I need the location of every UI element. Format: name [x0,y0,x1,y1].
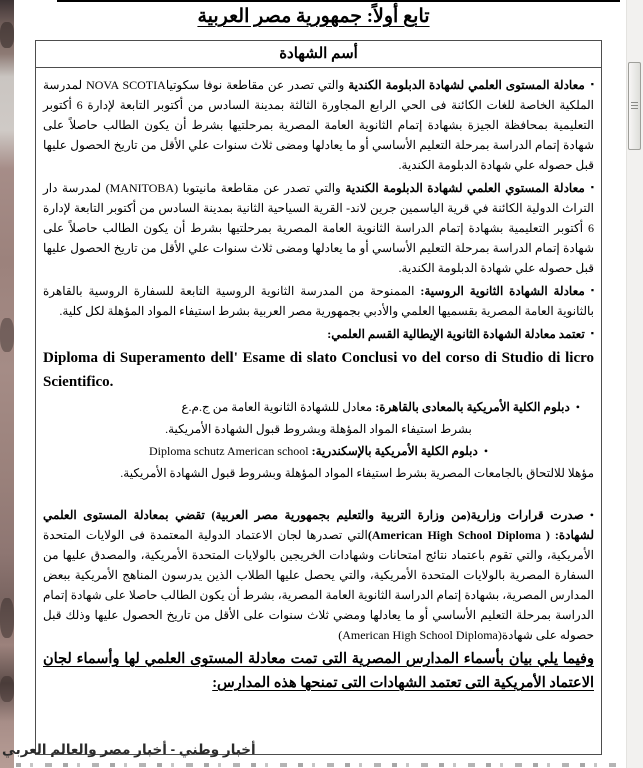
paragraph-american-college-maadi [43,397,594,417]
text-run: بشرط استيفاء المواد المؤهلة وبشروط قبول الشهادة الأمريكية. [165,422,472,436]
text-run: والتي تصدر عن مقاطعة مانيتوبا [178,181,341,195]
page-title: تابع أولاً: جمهورية مصر العربية [197,6,430,27]
text-run: معادل للشهادة الثانوية العامة من ج.م.ع [181,400,373,414]
vertical-scrollbar-track[interactable] [626,0,643,768]
text-run: معادلة المستوى العلمي لشهادة الدبلومة الكندية [344,78,585,92]
paragraph-italian-heading [43,323,594,344]
text-run: الممنوحة من المدرسة الثانوية الروسية التابعة للسفارة الروسية بالقاهرة بالثانوية العامة المصرية بقسميها العلمي والأدبي بجمهورية مصر العربية بشرط استيفاء المواد المؤهلة لكل كلية. [43,284,594,318]
paragraph-ministerial-decrees [43,505,594,645]
square-bullet-icon: ▪ [590,285,595,295]
paragraph-italian-diploma-name [43,346,594,394]
square-bullet-icon: ▪ [590,328,594,338]
text-run: صدرت قرارات وزارية(من وزارة التربية والتعليم بجمهورية مصر العربية) تقضي بمعادلة المستوى العلمي لشهادة: ( [43,508,595,542]
certificate-paragraphs [36,68,601,749]
text-run: Diploma schutz American school [148,444,309,458]
paragraph-alexandria-condition [43,463,594,483]
text-run: NOVA SCOTIA [86,78,166,92]
text-run: دبلوم الكلية الأمريكية بالإسكندرية: [308,444,478,458]
paragraph-american-college-alexandria [43,441,594,461]
text-run: لمدرسة دار التراث الدولية الكائنة في قرية الياسمين جرين لاند- القرية السياحية الثانية بمدينة السادس من أكتوبر التابعة لإدارة 6 أكتوبر التعليمية بشهادة إتمام الدراسة الثانوية العامة المصرية بمرحلتيها بشرط أن يكون الطالب حاصلاً على شهادة إتمام الدراسة بمرحلة التعليم الأساسي أو ما يعادلها ومضى ثلاث سنوات علي الأقل من تاريخ الحصول عليها قبل حصوله علي شهادة الدبلومة الكندية. [43,181,594,275]
round-bullet-icon: • [483,444,489,458]
scanned-paper-edge [0,0,14,768]
square-bullet-icon: ▪ [590,79,594,89]
site-watermark: أخبار وطني - أخبار مصر والعالم العربي [2,742,256,757]
top-rule [57,0,620,2]
square-bullet-icon: ▪ [590,182,594,192]
text-run: مؤهلا للالتحاق بالجامعات المصرية بشرط استيفاء المواد المؤهلة وبشروط قبول الشهادة الأمريكية. [120,466,594,480]
cut-off-text-remnant [16,763,621,767]
text-run: والتي تصدر عن مقاطعة نوفا سكوتيا [165,78,345,92]
scan-edge-artifact [0,318,14,352]
text-run: تعتمد معادلة الشهادة الثانوية الإيطالية القسم العلمي: [327,327,585,341]
paragraph-maadi-condition [43,419,594,439]
text-run: (MANITOBA) [105,181,179,195]
scan-edge-artifact [0,598,14,638]
paragraph-russian-secondary [43,280,594,321]
round-bullet-icon: • [589,508,594,522]
text-run: معادلة الشهادة الثانوية الروسية: [414,284,585,298]
text-run: (American High School Diploma) [338,628,502,642]
certificate-box-header: أسم الشهادة [36,41,601,68]
scrollbar-grip-icon [631,102,638,110]
vertical-scrollbar-thumb[interactable] [628,62,641,150]
text-run: وفيما يلي بيان بأسماء المدارس المصرية التى تمت معادلة المستوى العلمي لها وأسماء لجان الاعتماد الأمريكية التى تعتمد الشهادات التى تمنحها هذه المدارس: [43,651,594,691]
text-run: معادلة المستوي العلمي لشهادة الدبلومة الكندية [340,181,585,195]
paragraph-canadian-nova-scotia [43,74,594,175]
text-run: (American High School Diploma [367,528,541,542]
round-bullet-icon: • [575,400,580,414]
scan-edge-artifact [0,676,14,702]
paragraph-schools-list-intro [43,647,594,695]
text-run: التي تصدرها لجان الاعتماد الدولية المعتمدة فى الولايات المتحدة الأمريكية، والتي تقوم باعتماد نتائج امتحانات وشهادات الخريجين بالولايات المتحدة الأمريكية، والمصدق عليها من السفارة المصرية بالولايات المتحدة الأمريكية، والتي يحصل عليها الطلاب الذين يدرسون المناهج الأمريكية ببعض المدارس المصرية، بشهادة إتمام الدراسة الثانوية العامة المصرية، بشرط أن يكون الطالب حاصلا على شهادة إتمام الدراسة بمرحلة التعليم الأساسي أو ما يعادلها ومضي ثلاث سنوات على الأقل من تاريخ الحصول عليها وذلك قبل حصوله على شهادة [43,528,594,642]
text-run: لمدرسة الملكية الخاصة للغات الكائنة فى الحي الرابع المجاورة الثالثة بمدينة السادس من أكتوبر التابعة لإدارة 6 أكتوبر التعليمية بمحافظة الجيزة بشهادة إتمام الثانوية العامة المصرية بمرحلتيها بشرط أن يكون الطالب حاصلاً على شهادة إتمام الدراسة بمرحلة التعليم الأساسي أو ما يعادلها ومضى ثلاث سنوات علي الأقل من تاريخ الحصول عليها قبل حصوله علي شهادة الدبلومة الكندية. [43,78,595,172]
certificate-box [35,40,602,755]
text-run: Diploma di Superamento dell' Esame di slato Conclusi vo del corso di Studio di licro Scientifico. [43,350,594,390]
paragraph-canadian-manitoba [43,177,594,278]
text-run: دبلوم الكلية الأمريكية بالمعادى بالقاهرة: [372,400,570,414]
